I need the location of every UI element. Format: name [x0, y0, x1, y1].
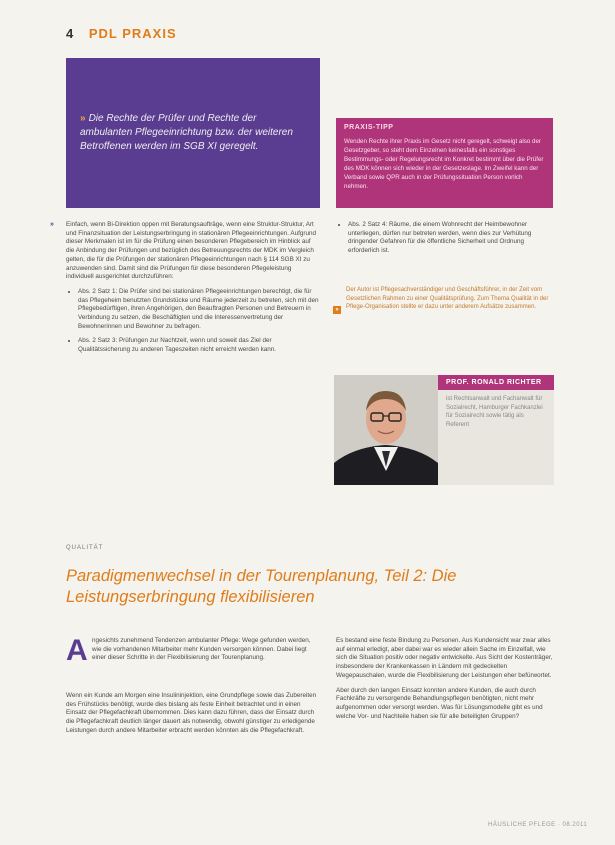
list-item: • Abs. 2 Satz 3: Prüfungen zur Nachtzeit, wenn und soweit das Ziel der Qualitätssicherung zu anderen Tageszeiten nicht erreicht werden kann.	[78, 337, 320, 354]
article-paragraph: Aber durch den langen Einsatz konnten andere Kunden, die auch durch Fachkräfte zu versorgende Behandlungspflegen benötigten, nicht mehr aufgenommen oder versorgt werden. Was für Lösungsmodelle gibt es und welche Vor- und Nachteile haben sie für alle beteiligten Gruppen?	[336, 686, 543, 720]
article-kicker: QUALITÄT	[66, 545, 104, 551]
page-number: 4	[66, 26, 75, 41]
article-paragraph: ngesichts zunehmend Tendenzen ambulanter Pflege: Wege gefunden werden, wie die vorhandenen Mitarbeiter mehr Kunden versorgen können. Dabei liegt einer dieser Schritte in der Flexibilisierung der Tourenplanung.	[92, 637, 311, 662]
quote-mark-icon: »	[80, 113, 86, 124]
practice-tip-box	[336, 118, 553, 208]
left-body-column	[66, 221, 320, 361]
list-item: • Abs. 2 Satz 1: Die Prüfer sind bei stationären Pflegeeinrichtungen berechtigt, die für das Pflegeheim benutzten Grundstücke und Räume jederzeit zu betreten, sich mit den Pflegebedürftigen, ihren Angehörigen, den Beauftragten Personen und Betreuern in Verbindung zu setzen, die Beschäftigten und die Interessenvertretung der Bewohnerinnen und Bewohner zu befragen.	[78, 288, 320, 332]
list-item: • Abs. 2 Satz 4: Räume, die einem Wohnrecht der Heimbewohner unterliegen, dürfen nur betreten werden, wenn dies zur Verhütung dringender Gefahren für die öffentliche Sicherheit und Ordnung erforderlich ist.	[348, 221, 556, 256]
author-name: PROF. RONALD RICHTER	[438, 375, 554, 390]
drop-cap: A	[66, 634, 88, 667]
right-bullet-list	[336, 221, 556, 256]
page-header	[66, 26, 177, 41]
note-marker-icon: »	[333, 306, 341, 314]
section-title: PDL PRAXIS	[88, 26, 177, 41]
right-body-column	[336, 221, 556, 262]
practice-tip-title: PRAXIS-TIPP	[344, 124, 394, 131]
author-portrait	[334, 375, 438, 485]
portrait-image	[334, 375, 438, 485]
article-column-1	[66, 692, 320, 742]
article-paragraph: Es bestand eine feste Bindung zu Personen. Aus Kundensicht war zwar alles auf einmal erledigt, aber dabei war es wieder allein Sache im Einzelfall, wie sich die Situation positiv oder negativ entwickelte. Aus Sicht der Kostenträger, insbesondere der Krankenkassen in Ländern mit gedeckelten Wegepauschalen, wurde die Flexibilisierung der Leistungen eher befürwortet.	[336, 637, 553, 679]
pull-quote-text: Die Rechte der Prüfer und Rechte der ambulanten Pflegeeinrichtung bzw. der weiteren Betroffenen werden im SGB XI geregelt.	[80, 113, 293, 152]
author-note: Der Autor ist Pflegesachverständiger und Geschäftsführer, in der Zeit vom Gesetzlichen Rahmen zu einer Qualitätsprüfung. Zum Thema Qualität in der Pflege-Organisation stellte er dazu unter anderem Aufsätze zusammen.	[346, 287, 549, 310]
pull-quote	[80, 112, 308, 154]
article-paragraph: Wenn ein Kunde am Morgen eine Insulininjektion, eine Grundpflege sowie das Zubereiten des Frühstücks benötigt, wurde dies bislang als feste Einheit betrachtet und in einen Einsatz der Pflegefachkraft übernommen. Dies kann dazu führen, dass der Einsatz durch die Pflegefachkraft deutlich länger dauert als notwendig, obwohl günstiger zu erledigende Leistungen durch andere Mitarbeiter erbracht werden könnten als die Pflegefachkraft.	[66, 692, 317, 734]
left-bullet-list	[66, 288, 320, 355]
page-footer: HÄUSLICHE PFLEGE · 08.2011	[488, 822, 588, 828]
author-info-box	[438, 375, 554, 485]
article-title: Paradigmenwechsel in der Tourenplanung, Teil 2: Die Leistungserbringung flexibilisieren	[66, 567, 457, 606]
article-column-2	[336, 637, 556, 727]
continuation-arrow-icon: »	[50, 221, 54, 228]
practice-tip-text: Wenden Rechte ihrer Praxis im Gesetz nicht geregelt, schweigt also der Gesetzgeber, so steht dem Einzelnen keinesfalls ein sonstiges Bestimmungs- oder Regelungsrecht im Konkret bestimmt über die Prüfer des MDK können sich wieder in der Gesetzeslage. Im Zweifel kann der Verband sowie QPR auch in der Prüfungssituation Person vorlich nehmen.	[344, 138, 544, 190]
pull-quote-box	[66, 58, 320, 208]
article-column-1-top	[92, 637, 320, 669]
author-bio: ist Rechtsanwalt und Fachanwalt für Sozialrecht, Hamburger Fachkanzlei für Sozialrecht sowie tätig als Referent	[446, 396, 543, 428]
left-intro-paragraph: Einfach, wenn Bi-Direktion oppen mit Beratungsaufträge, wenn eine Struktur-Struktur, Art und Finanzsituation der Leistungserbringung in stationären Pflegeeinrichtungen. Aufgrund dieser Merkmalen ist im für die Prüfung einen besonderen Pflegebereich im Hinblick auf die Anbindung der Prüfungen und bezüglich des Betreuungsrechts der MDK im Vergleich gelten, die für die Prüfungen der stationären Pflegeeinrichtungen nach § 114 SGB XI zu anzuwenden sind. Damit sind die Prüfungen für diese besonderen Pflegeleistung individuell ausgerichtet durchzuführen:	[66, 221, 316, 281]
